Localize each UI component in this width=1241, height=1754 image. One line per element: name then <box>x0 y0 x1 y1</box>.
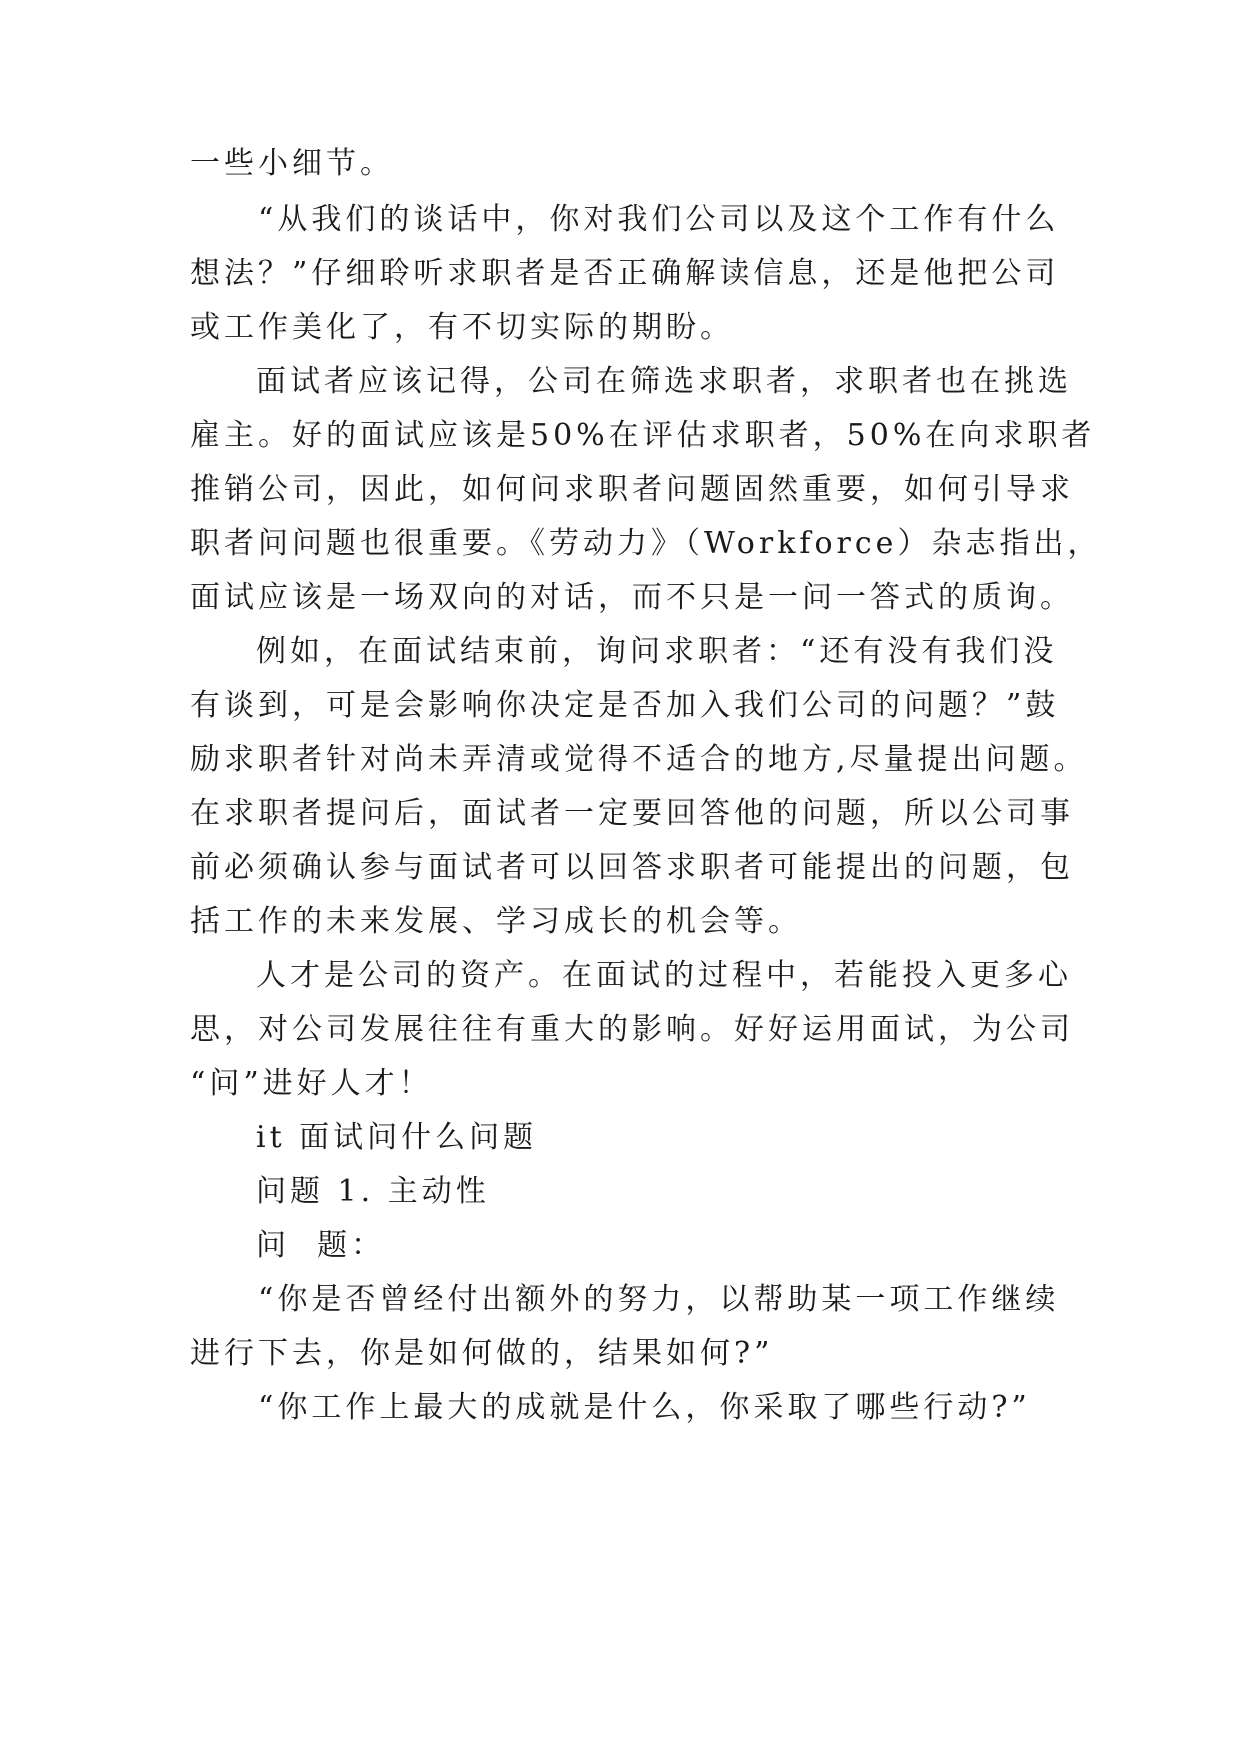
paragraph-line: 职者问问题也很重要。《劳动力》（Workforce）杂志指出， <box>190 526 1102 561</box>
paragraph-line: “从我们的谈话中，你对我们公司以及这个工作有什么 <box>258 202 1060 237</box>
paragraph-line: 前必须确认参与面试者可以回答求职者可能提出的问题，包 <box>190 850 1074 885</box>
question-heading: 问题 1. 主动性 <box>256 1174 490 1209</box>
paragraph-line: 在求职者提问后，面试者一定要回答他的问题，所以公司事 <box>190 796 1074 831</box>
paragraph-line: 想法？”仔细聆听求职者是否正确解读信息，还是他把公司 <box>190 256 1060 291</box>
question-line: “你是否曾经付出额外的努力，以帮助某一项工作继续 <box>258 1282 1060 1317</box>
paragraph-line: 面试应该是一场双向的对话，而不只是一问一答式的质询。 <box>190 580 1074 615</box>
paragraph-line: 面试者应该记得，公司在筛选求职者，求职者也在挑选 <box>256 364 1072 399</box>
paragraph-line: 例如，在面试结束前，询问求职者：“还有没有我们没 <box>256 634 1058 669</box>
paragraph-line: 有谈到，可是会影响你决定是否加入我们公司的问题？”鼓 <box>190 688 1060 723</box>
paragraph-line: 雇主。好的面试应该是50%在评估求职者，50%在向求职者 <box>190 418 1096 453</box>
paragraph-line: 或工作美化了，有不切实际的期盼。 <box>190 310 734 345</box>
paragraph-line: 人才是公司的资产。在面试的过程中，若能投入更多心 <box>256 958 1072 993</box>
paragraph-line: 励求职者针对尚未弄清或觉得不适合的地方,尽量提出问题。 <box>190 742 1088 777</box>
section-heading: it 面试问什么问题 <box>256 1120 538 1155</box>
question-line: “你工作上最大的成就是什么，你采取了哪些行动?” <box>258 1390 1031 1425</box>
paragraph-line: 一些小细节。 <box>190 146 394 181</box>
paragraph-line: “问”进好人才！ <box>190 1066 433 1101</box>
question-label: 问 题： <box>256 1228 386 1263</box>
paragraph-line: 括工作的未来发展、学习成长的机会等。 <box>190 904 802 939</box>
paragraph-line: 思，对公司发展往往有重大的影响。好好运用面试，为公司 <box>190 1012 1074 1047</box>
paragraph-line: 推销公司，因此，如何问求职者问题固然重要，如何引导求 <box>190 472 1074 507</box>
question-line: 进行下去，你是如何做的，结果如何?” <box>190 1336 774 1371</box>
